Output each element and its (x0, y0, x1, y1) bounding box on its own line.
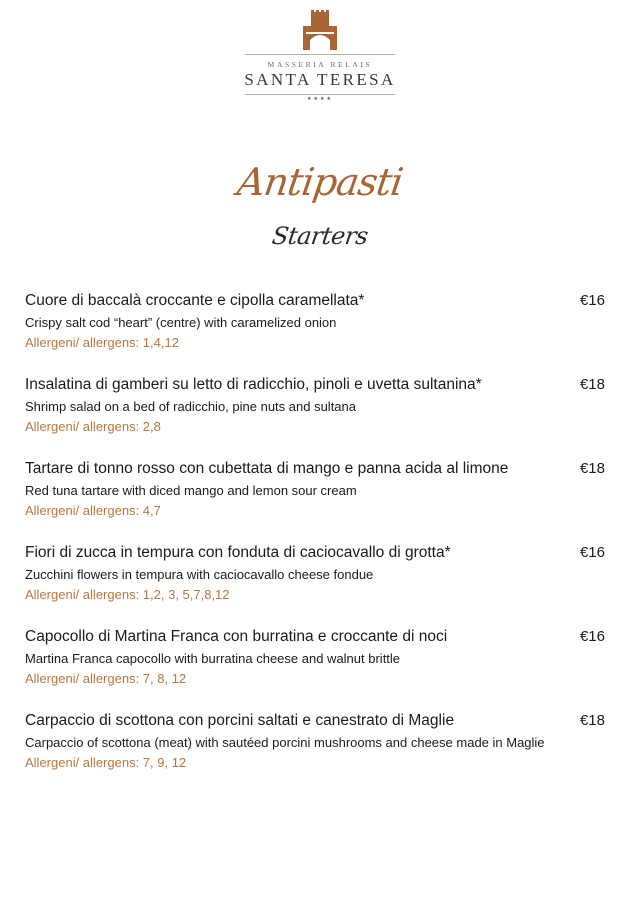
menu-list (25, 289, 605, 793)
logo-divider (245, 54, 395, 55)
dish-name: Fiori di zucca in tempura con fonduta di caciocavallo di grotta* (25, 544, 451, 561)
menu-item (25, 457, 605, 521)
menu-item (25, 541, 605, 605)
restaurant-logo (0, 10, 640, 102)
dish-allergens: Allergeni/ allergens: 4,7 (25, 503, 161, 518)
menu-item (25, 709, 605, 773)
dish-allergens: Allergeni/ allergens: 1,4,12 (25, 335, 179, 350)
dish-allergens: Allergeni/ allergens: 7, 8, 12 (25, 671, 187, 686)
logo-subtitle: MASSERIA RELAIS (267, 60, 373, 69)
dish-description: Shrimp salad on a bed of radicchio, pine nuts and sultana (25, 399, 356, 414)
menu-item (25, 373, 605, 437)
dish-price: €18 (579, 460, 605, 477)
dish-description: Zucchini flowers in tempura with caciocavallo cheese fondue (25, 567, 374, 582)
section-title: Antipasti (234, 160, 406, 204)
section-subtitle: Starters (270, 222, 370, 250)
dish-name: Carpaccio di scottona con porcini saltati e canestrato di Maglie (25, 712, 455, 729)
dish-description: Red tuna tartare with diced mango and lemon sour cream (25, 483, 357, 498)
logo-divider-bottom (245, 94, 395, 95)
menu-item (25, 289, 605, 353)
dish-allergens: Allergeni/ allergens: 2,8 (25, 419, 161, 434)
logo-stars: ★★★★ (307, 96, 333, 102)
dish-name: Tartare di tonno rosso con cubettata di mango e panna acida al limone (25, 460, 509, 477)
dish-name: Capocollo di Martina Franca con burratina e croccante di noci (25, 628, 448, 645)
dish-name: Cuore di baccalà croccante e cipolla caramellata* (25, 292, 365, 309)
dish-price: €16 (579, 544, 605, 561)
dish-description: Carpaccio of scottona (meat) with sautéed porcini mushrooms and cheese made in Maglie (25, 735, 545, 750)
dish-price: €16 (579, 292, 605, 309)
dish-price: €18 (579, 376, 605, 393)
menu-item (25, 625, 605, 689)
dish-name: Insalatina di gamberi su letto di radicchio, pinoli e uvetta sultanina* (25, 376, 482, 393)
dish-price: €16 (579, 628, 605, 645)
dish-description: Crispy salt cod “heart” (centre) with caramelized onion (25, 315, 337, 330)
dish-description: Martina Franca capocollo with burratina cheese and walnut brittle (25, 651, 401, 666)
dish-allergens: Allergeni/ allergens: 7, 9, 12 (25, 755, 187, 770)
dish-price: €18 (579, 712, 605, 729)
dish-allergens: Allergeni/ allergens: 1,2, 3, 5,7,8,12 (25, 587, 230, 602)
logo-title: SANTA TERESA (244, 70, 396, 89)
masseria-tower-icon (298, 10, 342, 52)
